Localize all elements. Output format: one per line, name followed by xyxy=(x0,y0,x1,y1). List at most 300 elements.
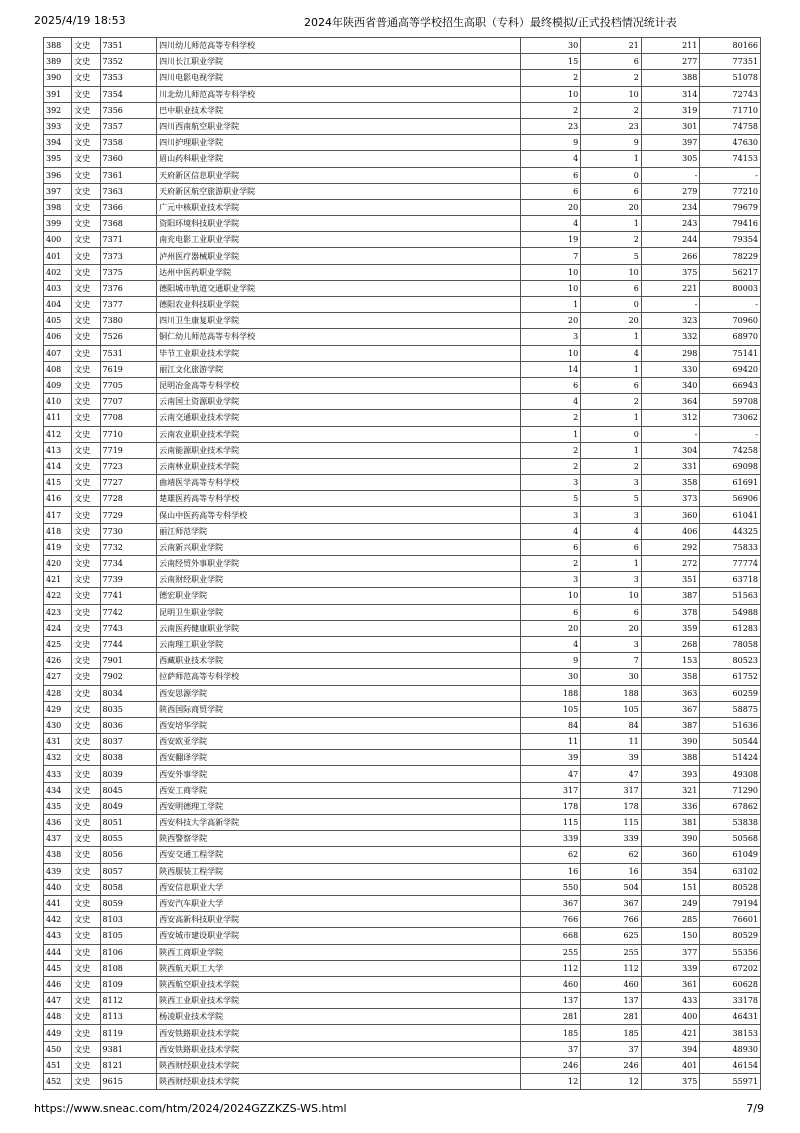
category-cell: 文史 xyxy=(72,329,100,345)
school-code-cell: 8106 xyxy=(100,944,157,960)
category-cell: 文史 xyxy=(72,539,100,555)
school-name-cell: 达州中医药职业学院 xyxy=(157,264,521,280)
school-name-cell: 四川电影电视学院 xyxy=(157,70,521,86)
admitted-count-cell: 0 xyxy=(581,297,642,313)
min-score-cell: 377 xyxy=(641,944,700,960)
school-code-cell: 7361 xyxy=(100,167,157,183)
plan-count-cell: 3 xyxy=(520,572,581,588)
school-name-cell: 陕西警察学院 xyxy=(157,831,521,847)
min-rank-cell: 80529 xyxy=(700,928,761,944)
table-row xyxy=(44,345,761,361)
row-number-cell: 446 xyxy=(44,976,72,992)
plan-count-cell: 668 xyxy=(520,928,581,944)
school-code-cell: 8108 xyxy=(100,960,157,976)
table-row xyxy=(44,167,761,183)
min-rank-cell: 74758 xyxy=(700,118,761,134)
category-cell: 文史 xyxy=(72,118,100,134)
school-name-cell: 西安汽车职业大学 xyxy=(157,895,521,911)
plan-count-cell: 12 xyxy=(520,1074,581,1090)
category-cell: 文史 xyxy=(72,426,100,442)
min-rank-cell: 55971 xyxy=(700,1074,761,1090)
min-rank-cell: 80523 xyxy=(700,653,761,669)
row-number-cell: 436 xyxy=(44,815,72,831)
min-score-cell: - xyxy=(641,297,700,313)
school-name-cell: 铜仁幼儿师范高等专科学校 xyxy=(157,329,521,345)
table-row xyxy=(44,232,761,248)
admitted-count-cell: 246 xyxy=(581,1057,642,1073)
plan-count-cell: 84 xyxy=(520,717,581,733)
row-number-cell: 394 xyxy=(44,135,72,151)
min-rank-cell: 76601 xyxy=(700,912,761,928)
min-score-cell: 221 xyxy=(641,280,700,296)
school-code-cell: 8058 xyxy=(100,879,157,895)
plan-count-cell: 1 xyxy=(520,426,581,442)
plan-count-cell: 2 xyxy=(520,442,581,458)
admitted-count-cell: 5 xyxy=(581,248,642,264)
table-row xyxy=(44,831,761,847)
min-rank-cell: 79354 xyxy=(700,232,761,248)
table-row xyxy=(44,216,761,232)
admitted-count-cell: 39 xyxy=(581,750,642,766)
school-name-cell: 西安工商学院 xyxy=(157,782,521,798)
min-score-cell: 243 xyxy=(641,216,700,232)
min-score-cell: 279 xyxy=(641,183,700,199)
min-score-cell: 305 xyxy=(641,151,700,167)
min-score-cell: 285 xyxy=(641,912,700,928)
admitted-count-cell: 2 xyxy=(581,70,642,86)
school-code-cell: 7380 xyxy=(100,313,157,329)
table-row xyxy=(44,798,761,814)
min-rank-cell: 51563 xyxy=(700,588,761,604)
min-rank-cell: 80528 xyxy=(700,879,761,895)
table-row xyxy=(44,426,761,442)
category-cell: 文史 xyxy=(72,653,100,669)
row-number-cell: 406 xyxy=(44,329,72,345)
min-score-cell: 375 xyxy=(641,1074,700,1090)
min-score-cell: 351 xyxy=(641,572,700,588)
min-rank-cell: 78229 xyxy=(700,248,761,264)
school-code-cell: 7375 xyxy=(100,264,157,280)
admitted-count-cell: 3 xyxy=(581,636,642,652)
category-cell: 文史 xyxy=(72,976,100,992)
plan-count-cell: 105 xyxy=(520,701,581,717)
school-name-cell: 德阳城市轨道交通职业学院 xyxy=(157,280,521,296)
plan-count-cell: 20 xyxy=(520,313,581,329)
min-rank-cell: 69420 xyxy=(700,361,761,377)
table-row xyxy=(44,329,761,345)
school-code-cell: 7356 xyxy=(100,102,157,118)
school-code-cell: 8056 xyxy=(100,847,157,863)
row-number-cell: 450 xyxy=(44,1041,72,1057)
min-score-cell: 332 xyxy=(641,329,700,345)
row-number-cell: 447 xyxy=(44,993,72,1009)
min-score-cell: 358 xyxy=(641,669,700,685)
min-rank-cell: 61691 xyxy=(700,475,761,491)
school-name-cell: 西安铁路职业技术学院 xyxy=(157,1025,521,1041)
min-score-cell: 266 xyxy=(641,248,700,264)
category-cell: 文史 xyxy=(72,717,100,733)
category-cell: 文史 xyxy=(72,604,100,620)
min-rank-cell: 79416 xyxy=(700,216,761,232)
school-name-cell: 南充电影工业职业学院 xyxy=(157,232,521,248)
school-name-cell: 陕西航空职业技术学院 xyxy=(157,976,521,992)
admitted-count-cell: 3 xyxy=(581,475,642,491)
row-number-cell: 422 xyxy=(44,588,72,604)
min-score-cell: 323 xyxy=(641,313,700,329)
school-name-cell: 云南医药健康职业学院 xyxy=(157,620,521,636)
category-cell: 文史 xyxy=(72,1041,100,1057)
plan-count-cell: 30 xyxy=(520,669,581,685)
category-cell: 文史 xyxy=(72,572,100,588)
plan-count-cell: 2 xyxy=(520,458,581,474)
table-row xyxy=(44,620,761,636)
school-name-cell: 陕西工业职业技术学院 xyxy=(157,993,521,1009)
school-name-cell: 云南财经职业学院 xyxy=(157,572,521,588)
plan-count-cell: 9 xyxy=(520,653,581,669)
row-number-cell: 396 xyxy=(44,167,72,183)
school-name-cell: 丽江文化旅游学院 xyxy=(157,361,521,377)
school-name-cell: 天府新区航空旅游职业学院 xyxy=(157,183,521,199)
row-number-cell: 449 xyxy=(44,1025,72,1041)
table-row xyxy=(44,604,761,620)
table-row xyxy=(44,993,761,1009)
school-name-cell: 四川卫生康复职业学院 xyxy=(157,313,521,329)
plan-count-cell: 6 xyxy=(520,167,581,183)
row-number-cell: 388 xyxy=(44,38,72,54)
admitted-count-cell: 30 xyxy=(581,669,642,685)
plan-count-cell: 339 xyxy=(520,831,581,847)
category-cell: 文史 xyxy=(72,960,100,976)
min-score-cell: 249 xyxy=(641,895,700,911)
school-code-cell: 7732 xyxy=(100,539,157,555)
category-cell: 文史 xyxy=(72,458,100,474)
category-cell: 文史 xyxy=(72,264,100,280)
min-score-cell: 340 xyxy=(641,377,700,393)
min-rank-cell: 67202 xyxy=(700,960,761,976)
row-number-cell: 438 xyxy=(44,847,72,863)
category-cell: 文史 xyxy=(72,54,100,70)
table-row xyxy=(44,458,761,474)
category-cell: 文史 xyxy=(72,895,100,911)
school-name-cell: 川北幼儿师范高等专科学校 xyxy=(157,86,521,102)
row-number-cell: 440 xyxy=(44,879,72,895)
plan-count-cell: 4 xyxy=(520,394,581,410)
min-rank-cell: 48930 xyxy=(700,1041,761,1057)
min-rank-cell: 80166 xyxy=(700,38,761,54)
row-number-cell: 399 xyxy=(44,216,72,232)
row-number-cell: 419 xyxy=(44,539,72,555)
table-row xyxy=(44,264,761,280)
min-score-cell: 339 xyxy=(641,960,700,976)
row-number-cell: 401 xyxy=(44,248,72,264)
school-name-cell: 云南交通职业技术学院 xyxy=(157,410,521,426)
category-cell: 文史 xyxy=(72,410,100,426)
row-number-cell: 439 xyxy=(44,863,72,879)
school-code-cell: 7354 xyxy=(100,86,157,102)
min-rank-cell: 54988 xyxy=(700,604,761,620)
row-number-cell: 433 xyxy=(44,766,72,782)
school-name-cell: 泸州医疗器械职业学院 xyxy=(157,248,521,264)
admitted-count-cell: 6 xyxy=(581,280,642,296)
admitted-count-cell: 6 xyxy=(581,54,642,70)
admitted-count-cell: 4 xyxy=(581,345,642,361)
school-name-cell: 云南国土资源职业学院 xyxy=(157,394,521,410)
table-row xyxy=(44,636,761,652)
table-row xyxy=(44,782,761,798)
plan-count-cell: 62 xyxy=(520,847,581,863)
min-rank-cell: 77351 xyxy=(700,54,761,70)
min-score-cell: 304 xyxy=(641,442,700,458)
min-score-cell: 387 xyxy=(641,717,700,733)
school-code-cell: 7705 xyxy=(100,377,157,393)
min-rank-cell: 44325 xyxy=(700,523,761,539)
school-name-cell: 楚雄医药高等专科学校 xyxy=(157,491,521,507)
school-code-cell: 7368 xyxy=(100,216,157,232)
table-row xyxy=(44,539,761,555)
plan-count-cell: 188 xyxy=(520,685,581,701)
row-number-cell: 414 xyxy=(44,458,72,474)
min-rank-cell: 74258 xyxy=(700,442,761,458)
table-row xyxy=(44,313,761,329)
school-code-cell: 7723 xyxy=(100,458,157,474)
plan-count-cell: 39 xyxy=(520,750,581,766)
page-footer xyxy=(24,1102,776,1118)
min-rank-cell: 47630 xyxy=(700,135,761,151)
plan-count-cell: 246 xyxy=(520,1057,581,1073)
plan-count-cell: 16 xyxy=(520,863,581,879)
table-row xyxy=(44,912,761,928)
school-code-cell: 7730 xyxy=(100,523,157,539)
admitted-count-cell: 2 xyxy=(581,458,642,474)
row-number-cell: 426 xyxy=(44,653,72,669)
row-number-cell: 441 xyxy=(44,895,72,911)
row-number-cell: 415 xyxy=(44,475,72,491)
table-row xyxy=(44,475,761,491)
admitted-count-cell: 4 xyxy=(581,523,642,539)
min-rank-cell: 51636 xyxy=(700,717,761,733)
plan-count-cell: 10 xyxy=(520,264,581,280)
admitted-count-cell: 21 xyxy=(581,38,642,54)
table-row xyxy=(44,556,761,572)
plan-count-cell: 6 xyxy=(520,377,581,393)
min-score-cell: 321 xyxy=(641,782,700,798)
min-rank-cell: - xyxy=(700,297,761,313)
min-rank-cell: - xyxy=(700,426,761,442)
plan-count-cell: 2 xyxy=(520,70,581,86)
school-code-cell: 8035 xyxy=(100,701,157,717)
admitted-count-cell: 9 xyxy=(581,135,642,151)
table-row xyxy=(44,815,761,831)
min-score-cell: 298 xyxy=(641,345,700,361)
category-cell: 文史 xyxy=(72,750,100,766)
school-name-cell: 陕西服装工程学院 xyxy=(157,863,521,879)
plan-count-cell: 2 xyxy=(520,102,581,118)
category-cell: 文史 xyxy=(72,102,100,118)
row-number-cell: 423 xyxy=(44,604,72,620)
row-number-cell: 409 xyxy=(44,377,72,393)
category-cell: 文史 xyxy=(72,1074,100,1090)
plan-count-cell: 47 xyxy=(520,766,581,782)
category-cell: 文史 xyxy=(72,863,100,879)
admitted-count-cell: 0 xyxy=(581,426,642,442)
min-rank-cell: 33178 xyxy=(700,993,761,1009)
table-row xyxy=(44,86,761,102)
row-number-cell: 448 xyxy=(44,1009,72,1025)
row-number-cell: 421 xyxy=(44,572,72,588)
min-rank-cell: 68970 xyxy=(700,329,761,345)
admitted-count-cell: 1 xyxy=(581,151,642,167)
category-cell: 文史 xyxy=(72,491,100,507)
min-score-cell: 381 xyxy=(641,815,700,831)
row-number-cell: 444 xyxy=(44,944,72,960)
school-code-cell: 7352 xyxy=(100,54,157,70)
school-code-cell: 8119 xyxy=(100,1025,157,1041)
table-row xyxy=(44,734,761,750)
school-name-cell: 云南经贸外事职业学院 xyxy=(157,556,521,572)
school-code-cell: 8057 xyxy=(100,863,157,879)
category-cell: 文史 xyxy=(72,1057,100,1073)
row-number-cell: 408 xyxy=(44,361,72,377)
min-rank-cell: - xyxy=(700,167,761,183)
school-code-cell: 7358 xyxy=(100,135,157,151)
min-rank-cell: 75141 xyxy=(700,345,761,361)
admitted-count-cell: 185 xyxy=(581,1025,642,1041)
school-code-cell: 9615 xyxy=(100,1074,157,1090)
admitted-count-cell: 2 xyxy=(581,102,642,118)
table-row xyxy=(44,766,761,782)
school-code-cell: 7360 xyxy=(100,151,157,167)
school-name-cell: 云南林业职业技术学院 xyxy=(157,458,521,474)
row-number-cell: 390 xyxy=(44,70,72,86)
school-code-cell: 7357 xyxy=(100,118,157,134)
category-cell: 文史 xyxy=(72,798,100,814)
plan-count-cell: 6 xyxy=(520,183,581,199)
category-cell: 文史 xyxy=(72,442,100,458)
school-name-cell: 毕节工业职业技术学院 xyxy=(157,345,521,361)
school-name-cell: 云南新兴职业学院 xyxy=(157,539,521,555)
min-score-cell: 272 xyxy=(641,556,700,572)
school-code-cell: 7744 xyxy=(100,636,157,652)
school-code-cell: 7366 xyxy=(100,199,157,215)
admitted-count-cell: 339 xyxy=(581,831,642,847)
min-score-cell: - xyxy=(641,426,700,442)
min-rank-cell: 51078 xyxy=(700,70,761,86)
school-code-cell: 7734 xyxy=(100,556,157,572)
school-name-cell: 陕西财经职业技术学院 xyxy=(157,1057,521,1073)
min-score-cell: 390 xyxy=(641,831,700,847)
plan-count-cell: 30 xyxy=(520,38,581,54)
category-cell: 文史 xyxy=(72,377,100,393)
plan-count-cell: 4 xyxy=(520,636,581,652)
category-cell: 文史 xyxy=(72,1025,100,1041)
school-name-cell: 陕西工商职业学院 xyxy=(157,944,521,960)
category-cell: 文史 xyxy=(72,280,100,296)
min-rank-cell: 77210 xyxy=(700,183,761,199)
admitted-count-cell: 62 xyxy=(581,847,642,863)
category-cell: 文史 xyxy=(72,620,100,636)
min-score-cell: 211 xyxy=(641,38,700,54)
min-score-cell: 151 xyxy=(641,879,700,895)
row-number-cell: 427 xyxy=(44,669,72,685)
admitted-count-cell: 317 xyxy=(581,782,642,798)
plan-count-cell: 137 xyxy=(520,993,581,1009)
admitted-count-cell: 6 xyxy=(581,377,642,393)
row-number-cell: 410 xyxy=(44,394,72,410)
print-datetime: 2025/4/19 18:53 xyxy=(34,14,126,27)
category-cell: 文史 xyxy=(72,38,100,54)
page-header xyxy=(24,14,776,32)
page-number: 7/9 xyxy=(746,1102,764,1115)
school-name-cell: 四川护理职业学院 xyxy=(157,135,521,151)
admitted-count-cell: 766 xyxy=(581,912,642,928)
table-row xyxy=(44,297,761,313)
table-row xyxy=(44,1009,761,1025)
admitted-count-cell: 5 xyxy=(581,491,642,507)
school-name-cell: 西藏职业技术学院 xyxy=(157,653,521,669)
row-number-cell: 412 xyxy=(44,426,72,442)
school-name-cell: 西安翻译学院 xyxy=(157,750,521,766)
min-score-cell: 363 xyxy=(641,685,700,701)
category-cell: 文史 xyxy=(72,394,100,410)
admitted-count-cell: 188 xyxy=(581,685,642,701)
admitted-count-cell: 460 xyxy=(581,976,642,992)
table-row xyxy=(44,1057,761,1073)
table-row xyxy=(44,1025,761,1041)
school-code-cell: 7377 xyxy=(100,297,157,313)
table-row xyxy=(44,70,761,86)
school-name-cell: 西安信息职业大学 xyxy=(157,879,521,895)
school-name-cell: 西安外事学院 xyxy=(157,766,521,782)
row-number-cell: 425 xyxy=(44,636,72,652)
plan-count-cell: 20 xyxy=(520,620,581,636)
plan-count-cell: 6 xyxy=(520,604,581,620)
min-score-cell: 421 xyxy=(641,1025,700,1041)
school-name-cell: 四川幼儿师范高等专科学校 xyxy=(157,38,521,54)
admitted-count-cell: 1 xyxy=(581,329,642,345)
school-name-cell: 西安铁路职业技术学院 xyxy=(157,1041,521,1057)
admitted-count-cell: 20 xyxy=(581,313,642,329)
row-number-cell: 403 xyxy=(44,280,72,296)
school-code-cell: 7373 xyxy=(100,248,157,264)
school-code-cell: 7727 xyxy=(100,475,157,491)
table-row xyxy=(44,960,761,976)
min-rank-cell: 63718 xyxy=(700,572,761,588)
table-row xyxy=(44,102,761,118)
table-row xyxy=(44,1041,761,1057)
category-cell: 文史 xyxy=(72,815,100,831)
category-cell: 文史 xyxy=(72,507,100,523)
category-cell: 文史 xyxy=(72,782,100,798)
school-code-cell: 7902 xyxy=(100,669,157,685)
plan-count-cell: 2 xyxy=(520,556,581,572)
min-score-cell: 390 xyxy=(641,734,700,750)
plan-count-cell: 281 xyxy=(520,1009,581,1025)
table-row xyxy=(44,750,761,766)
category-cell: 文史 xyxy=(72,831,100,847)
table-row xyxy=(44,118,761,134)
school-name-cell: 拉萨师范高等专科学校 xyxy=(157,669,521,685)
table-row xyxy=(44,38,761,54)
school-code-cell: 8051 xyxy=(100,815,157,831)
school-name-cell: 昆明冶金高等专科学校 xyxy=(157,377,521,393)
row-number-cell: 393 xyxy=(44,118,72,134)
min-rank-cell: 46154 xyxy=(700,1057,761,1073)
plan-count-cell: 2 xyxy=(520,410,581,426)
min-score-cell: 354 xyxy=(641,863,700,879)
admitted-count-cell: 3 xyxy=(581,507,642,523)
plan-count-cell: 15 xyxy=(520,54,581,70)
school-code-cell: 7531 xyxy=(100,345,157,361)
